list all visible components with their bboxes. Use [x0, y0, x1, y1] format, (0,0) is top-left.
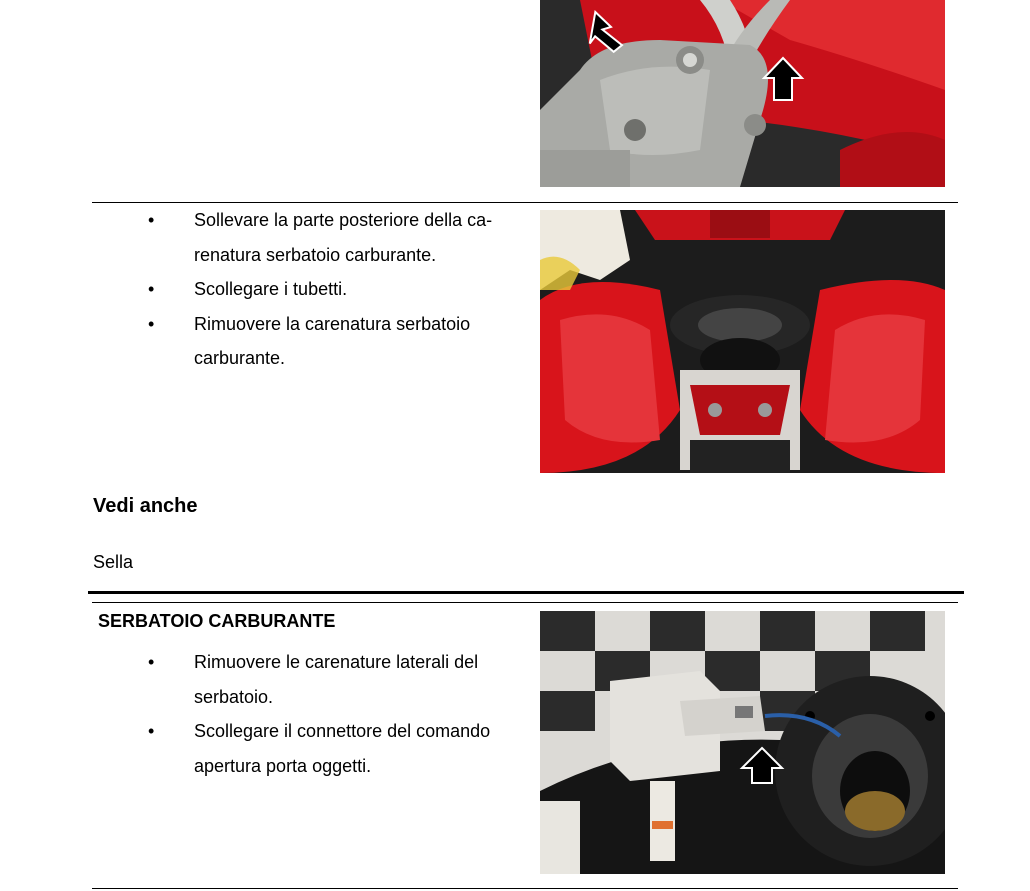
- list-item: [194, 341, 529, 376]
- list-item-text: Rimuovere la carenatura serbatoio: [194, 313, 471, 334]
- list-item-text: Rimuovere le carenature laterali del: [194, 652, 479, 672]
- list-item: [194, 238, 529, 273]
- list-item: [194, 749, 529, 784]
- list-item-text: Sollevare la parte posteriore della ca-: [194, 210, 493, 230]
- list-item: [194, 680, 529, 715]
- list-item: [148, 272, 529, 307]
- divider-section: [92, 602, 958, 603]
- divider-thick: [88, 591, 964, 594]
- see-also-heading: Vedi anche: [93, 495, 198, 517]
- bullet-icon: •: [148, 210, 155, 230]
- list-item-text: serbatoio.: [194, 686, 274, 707]
- list-item: [148, 714, 529, 749]
- list-item: [148, 645, 529, 680]
- list-item-text: Scollegare il connettore del comando: [194, 721, 491, 741]
- section-title: SERBATOIO CARBURANTE: [98, 611, 336, 631]
- bullet-icon: •: [148, 721, 155, 741]
- bullet-icon: •: [148, 279, 155, 299]
- bullet-icon: •: [148, 313, 155, 334]
- bullet-icon: •: [148, 652, 155, 672]
- list-item-text: Scollegare i tubetti.: [194, 279, 348, 299]
- list-item-text: apertura porta oggetti.: [194, 755, 372, 776]
- divider-bottom: [92, 888, 958, 889]
- list-item-text: renatura serbatoio carburante.: [194, 244, 437, 265]
- photo-connector: [540, 611, 945, 874]
- list-item: [148, 307, 529, 342]
- list-item-text: carburante.: [194, 348, 286, 368]
- steps-list-fairing: [148, 203, 529, 376]
- photo-tank-fairing-removed: [540, 210, 945, 473]
- see-also-link-sella[interactable]: Sella: [93, 552, 134, 572]
- photo-handlebar-clamp: [540, 0, 945, 187]
- steps-list-tank: [148, 645, 529, 783]
- list-item: [148, 203, 529, 238]
